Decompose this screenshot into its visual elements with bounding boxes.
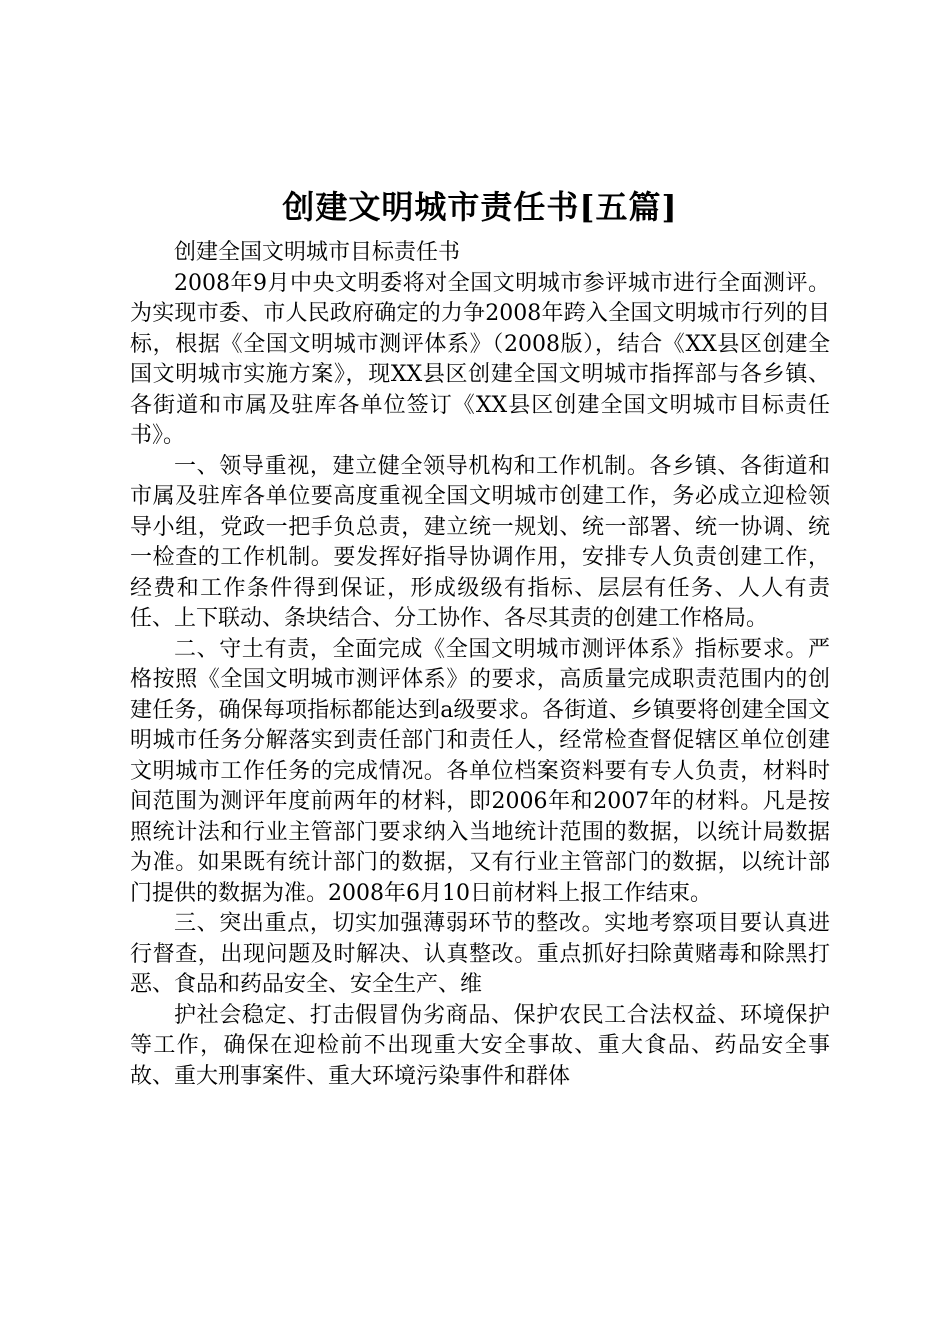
paragraph-section-2: 二、守土有责，全面完成《全国文明城市测评体系》指标要求。严格按照《全国文明城市测评体系》的要求，高质量完成职责范围内的创建任务，确保每项指标都能达到a级要求。各街道、乡镇要将创建全国文明城市任务分解落实到责任部门和责任人，经常检查督促辖区单位创建文明城市工作任务的完成情况。各单位档案资料要有专人负责，材料时间范围为测评年度前两年的材料，即2006年和2007年的材料。凡是按照统计法和行业主管部门要求纳入当地统计范围的数据，以统计局数据为准。如果既有统计部门的数据，又有行业主管部门的数据，以统计部门提供的数据为准。2008年6月10日前材料上报工作结束。: [130, 636, 830, 906]
document-page: [130, 184, 830, 1092]
paragraph-intro: 2008年9月中央文明委将对全国文明城市参评城市进行全面测评。为实现市委、市人民政府确定的力争2008年跨入全国文明城市行列的目标，根据《全国文明城市测评体系》（2008版），结合《XX县区创建全国文明城市实施方案》，现XX县区创建全国文明城市指挥部与各乡镇、各街道和市属及驻库各单位签订《XX县区创建全国文明城市目标责任书》。: [130, 270, 830, 448]
document-body: [130, 238, 830, 1092]
paragraph-section-3-continued: 护社会稳定、打击假冒伪劣商品、保护农民工合法权益、环境保护等工作，确保在迎检前不出现重大安全事故、重大食品、药品安全事故、重大刑事案件、重大环境污染事件和群体: [130, 1002, 830, 1089]
document-subtitle: 创建全国文明城市目标责任书: [174, 240, 461, 265]
paragraph-section-1: 一、领导重视，建立健全领导机构和工作机制。各乡镇、各街道和市属及驻库各单位要高度重视全国文明城市创建工作，务必成立迎检领导小组，党政一把手负总责，建立统一规划、统一部署、统一协调、统一检查的工作机制。要发挥好指导协调作用，安排专人负责创建工作，经费和工作条件得到保证，形成级级有指标、层层有任务、人人有责任、上下联动、条块结合、分工协作、各尽其责的创建工作格局。: [130, 453, 830, 631]
paragraph-section-3: 三、突出重点，切实加强薄弱环节的整改。实地考察项目要认真进行督查，出现问题及时解决、认真整改。重点抓好扫除黄赌毒和除黑打恶、食品和药品安全、安全生产、维: [130, 911, 830, 997]
document-title: 创建文明城市责任书[五篇]: [282, 188, 678, 226]
